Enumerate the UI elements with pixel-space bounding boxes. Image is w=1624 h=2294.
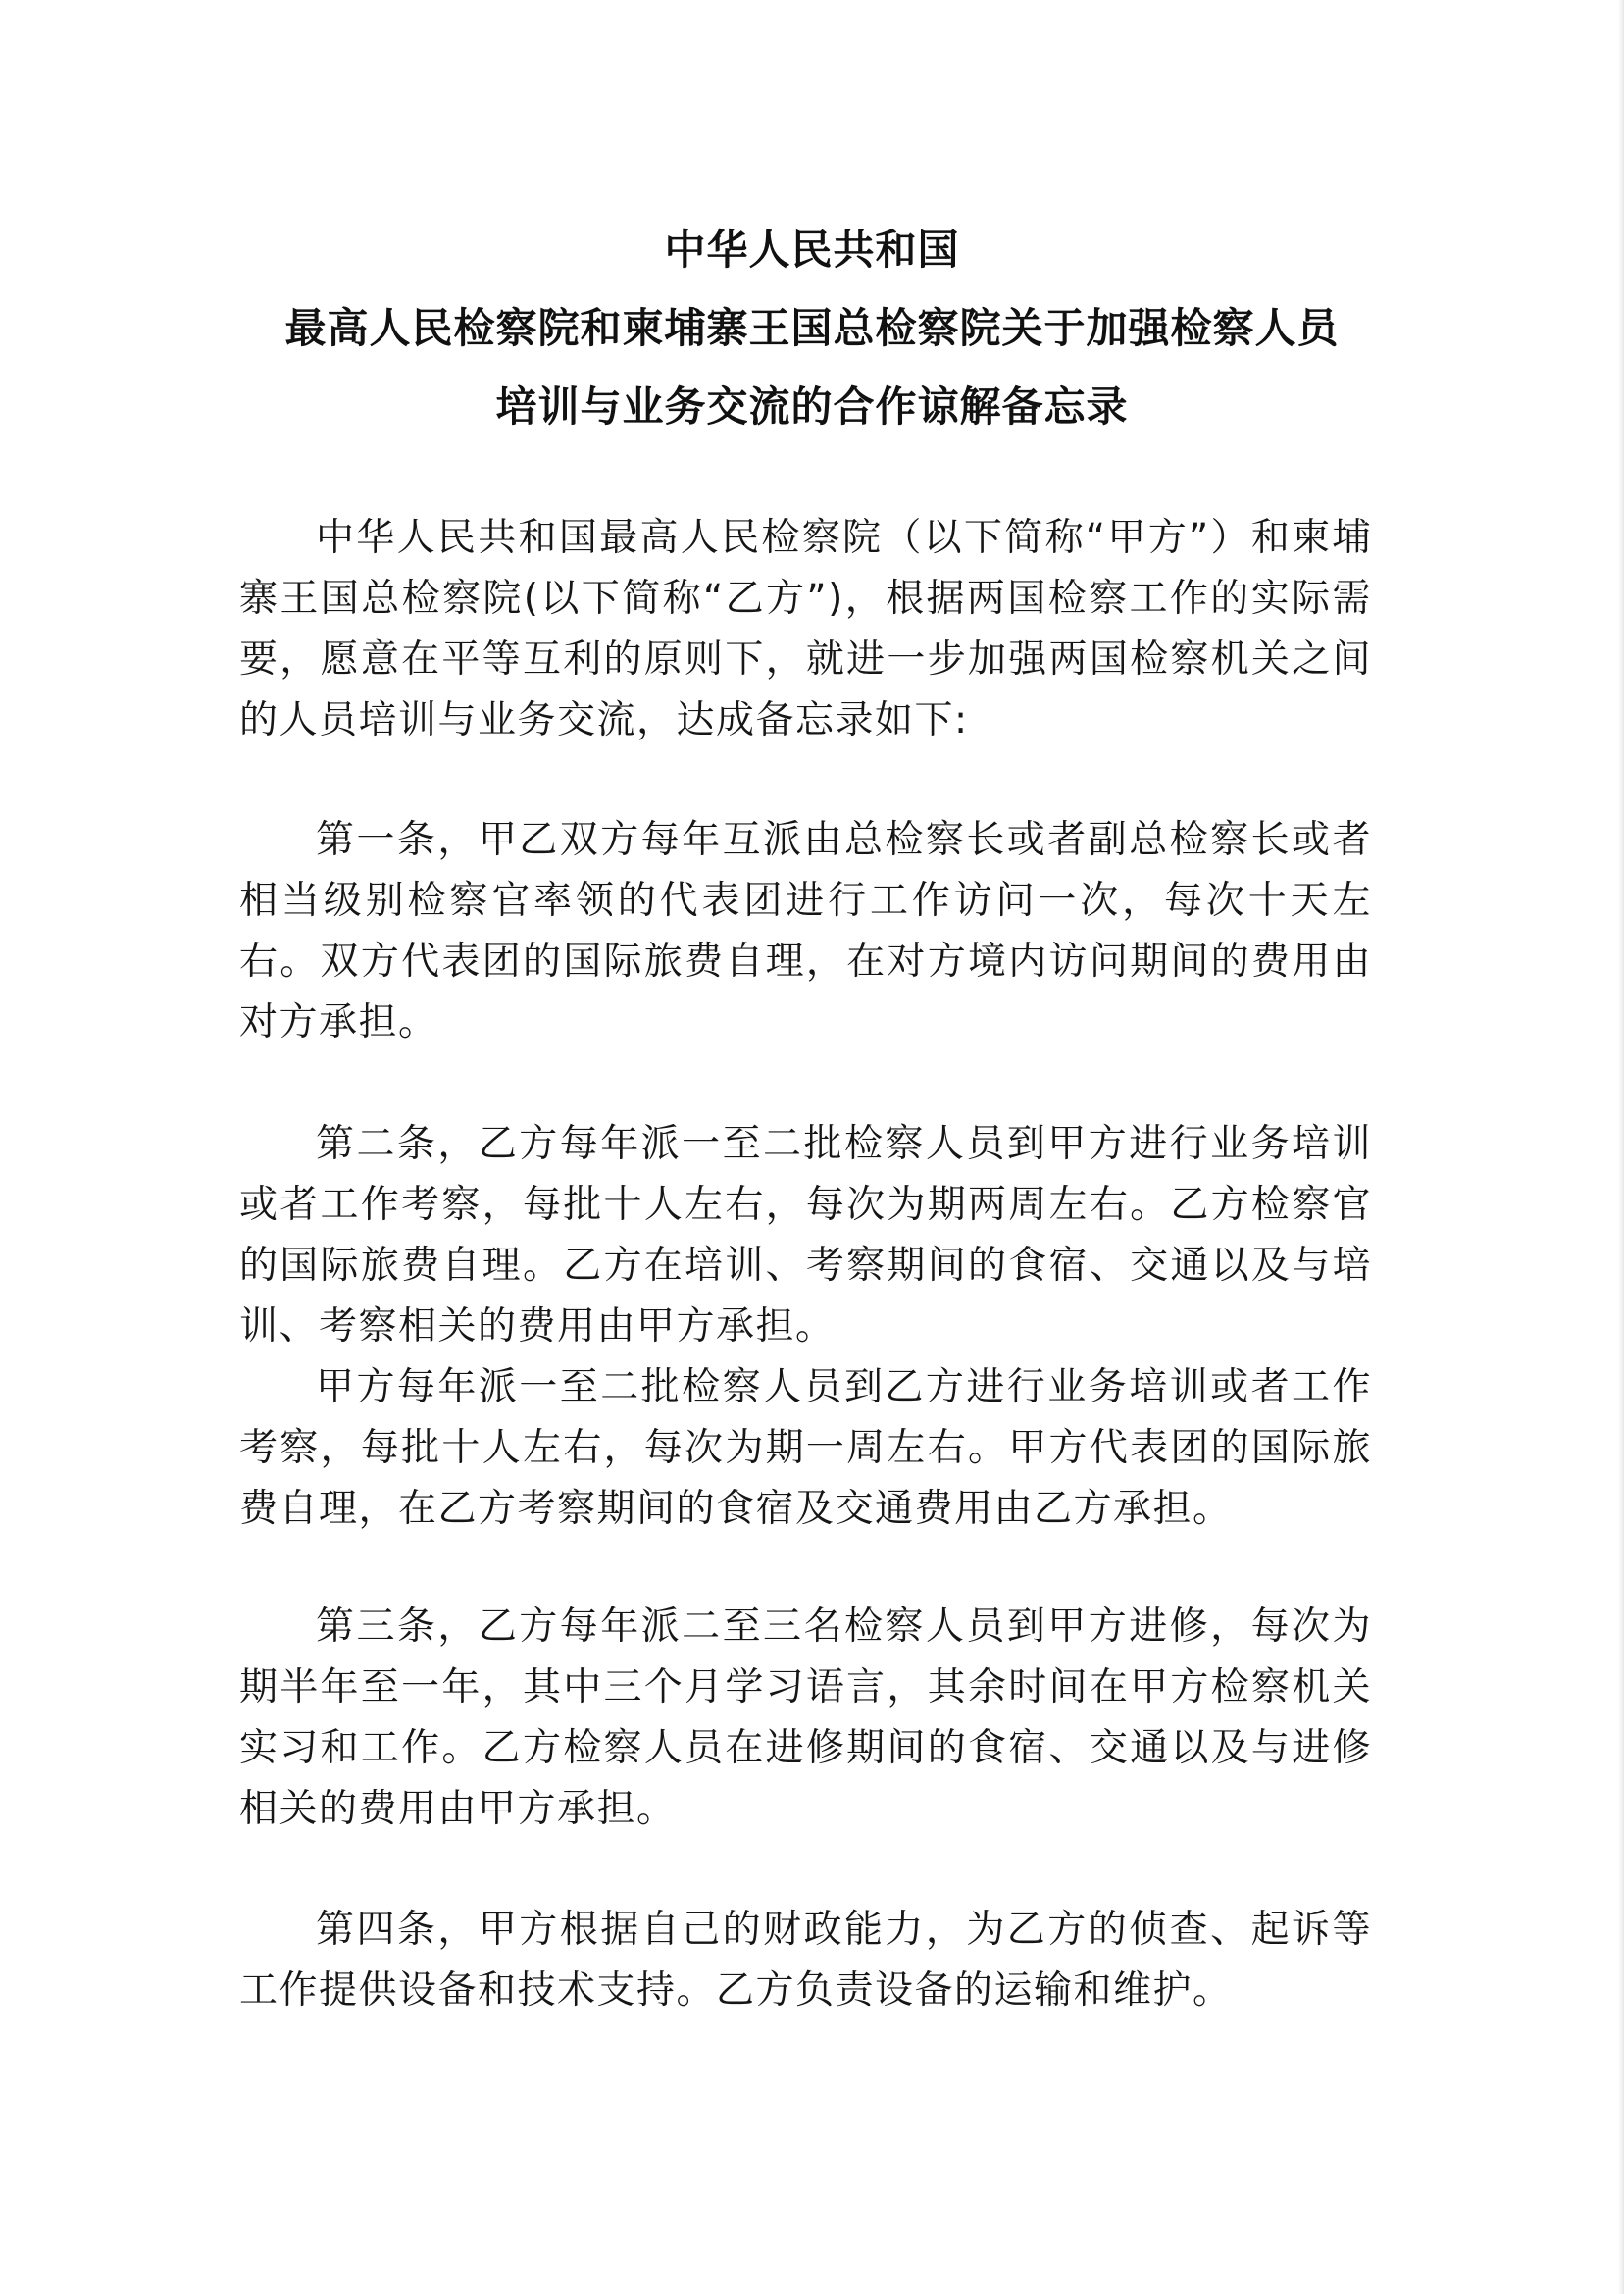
title-line-parties: 最高人民检察院和柬埔寨王国总检察院关于加强检察人员 bbox=[284, 304, 1340, 352]
article-4-paragraph: 第四条，甲方根据自己的财政能力，为乙方的侦查、起诉等工作提供设备和技术支持。乙方负责设备的运输和维护。 bbox=[239, 1908, 1372, 2013]
title-line-country: 中华人民共和国 bbox=[664, 226, 960, 274]
article-1-paragraph: 第一条，甲乙双方每年互派由总检察长或者副总检察长或者相当级别检察官率领的代表团进行工作访问一次，每次十天左右。双方代表团的国际旅费自理，在对方境内访问期间的费用由对方承担。 bbox=[239, 818, 1372, 1045]
preamble-paragraph: 中华人民共和国最高人民检察院（以下简称“甲方”）和柬埔寨王国总检察院(以下简称“乙方”)，根据两国检察工作的实际需要，愿意在平等互利的原则下，就进一步加强两国检察机关之间的人员培训与业务交流，达成备忘录如下: bbox=[239, 516, 1372, 742]
article-3-paragraph: 第三条，乙方每年派二至三名检察人员到甲方进修，每次为期半年至一年，其中三个月学习语言，其余时间在甲方检察机关实习和工作。乙方检察人员在进修期间的食宿、交通以及与进修相关的费用由甲方承担。 bbox=[239, 1605, 1372, 1831]
article-2-paragraph: 第二条，乙方每年派一至二批检察人员到甲方进行业务培训或者工作考察，每批十人左右，每次为期两周左右。乙方检察官的国际旅费自理。乙方在培训、考察期间的食宿、交通以及与培训、考察相关的费用由甲方承担。 bbox=[239, 1122, 1372, 1349]
title-line-subject: 培训与业务交流的合作谅解备忘录 bbox=[495, 382, 1129, 431]
document-title bbox=[0, 211, 1624, 446]
article-2-continuation-paragraph: 甲方每年派一至二批检察人员到乙方进行业务培训或者工作考察，每批十人左右，每次为期一周左右。甲方代表团的国际旅费自理，在乙方考察期间的食宿及交通费用由乙方承担。 bbox=[239, 1365, 1372, 1531]
